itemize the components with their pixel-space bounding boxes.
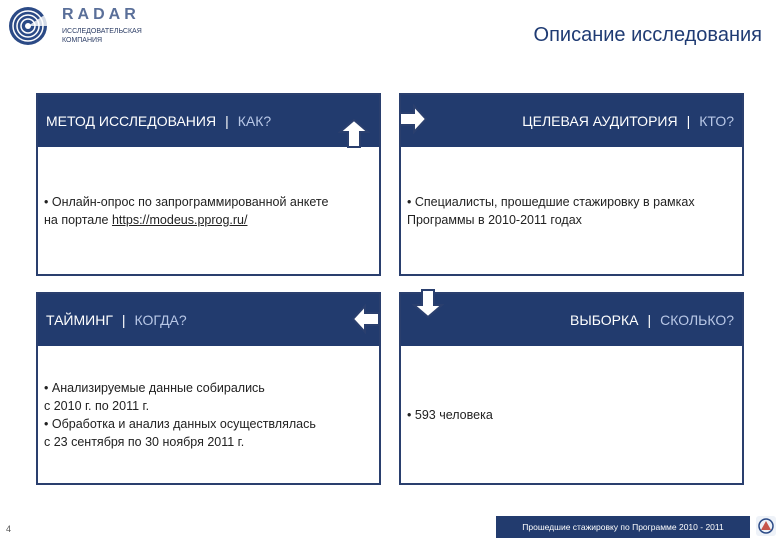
audience-question: КТО?	[699, 113, 734, 129]
portal-link[interactable]: https://modeus.pprog.ru/	[111, 212, 248, 227]
audience-line-1	[407, 193, 736, 211]
slide-title: Описание исследования	[533, 24, 762, 46]
brand-subtitle	[62, 27, 162, 45]
method-text-1: Онлайн-опрос по запрограммированной анкете	[51, 194, 329, 209]
timing-question: КОГДА?	[134, 312, 187, 328]
timing-item2-text-1: Обработка и анализ данных осуществлялась	[51, 416, 316, 431]
timing-item2-line-1	[44, 415, 373, 433]
timing-card	[36, 292, 381, 485]
radar-logo-icon	[8, 6, 48, 46]
timing-item1-text-1: Анализируемые данные собирались	[51, 380, 265, 395]
method-card	[36, 93, 381, 276]
audience-card	[399, 93, 744, 276]
timing-item2-line-2: с 23 сентября по 30 ноября 2011 г.	[44, 434, 245, 449]
audience-text-1: Специалисты, прошедшие стажировку в рамках	[414, 194, 695, 209]
corner-logo-icon	[755, 515, 777, 537]
arrow-left-icon	[351, 304, 381, 334]
method-text-2-prefix: на портале	[44, 212, 112, 227]
sample-separator: |	[647, 312, 652, 328]
method-line-1	[44, 193, 373, 211]
method-card-body	[38, 147, 379, 274]
audience-bullet: •	[407, 194, 412, 209]
sample-card	[399, 292, 744, 485]
brand-name: RADAR	[62, 6, 140, 23]
timing-card-header	[38, 294, 379, 346]
footer-caption: Прошедшие стажировку по Программе 2010 - 2011	[522, 522, 724, 532]
timing-item1-line-1	[44, 379, 373, 397]
method-card-header	[38, 95, 379, 147]
timing-item1-line-2: с 2010 г. по 2011 г.	[44, 398, 150, 413]
sample-title: ВЫБОРКА	[569, 312, 639, 328]
arrow-right-icon	[398, 104, 428, 134]
method-separator: |	[225, 113, 229, 129]
audience-card-header	[401, 95, 742, 147]
audience-separator: |	[686, 113, 691, 129]
arrow-down-icon	[412, 289, 444, 319]
sample-line	[407, 406, 736, 424]
sample-card-body	[401, 346, 742, 483]
timing-card-body	[38, 346, 379, 483]
timing-bullet-2: •	[44, 416, 49, 431]
method-title: МЕТОД ИССЛЕДОВАНИЯ	[46, 113, 217, 129]
sample-bullet: •	[407, 407, 412, 422]
sample-card-header	[401, 294, 742, 346]
method-line-2	[44, 211, 373, 229]
timing-title: ТАЙМИНГ	[46, 312, 113, 328]
method-question: КАК?	[237, 113, 272, 129]
audience-title: ЦЕЛЕВАЯ АУДИТОРИЯ	[522, 113, 678, 129]
timing-separator: |	[121, 312, 126, 328]
method-bullet: •	[44, 194, 49, 209]
sample-text: 593 человека	[414, 407, 493, 422]
sample-question: СКОЛЬКО?	[660, 312, 734, 328]
arrow-up-icon	[338, 118, 370, 148]
audience-text-2: Программы в 2010-2011 годах	[407, 212, 582, 227]
audience-card-body	[401, 147, 742, 274]
footer-caption-bar	[496, 516, 750, 538]
brand-subtitle-line-2: КОМПАНИЯ	[62, 37, 103, 44]
page-number: 4	[6, 524, 12, 534]
timing-bullet-1: •	[44, 380, 49, 395]
brand-subtitle-line-1: ИССЛЕДОВАТЕЛЬСКАЯ	[62, 28, 142, 35]
